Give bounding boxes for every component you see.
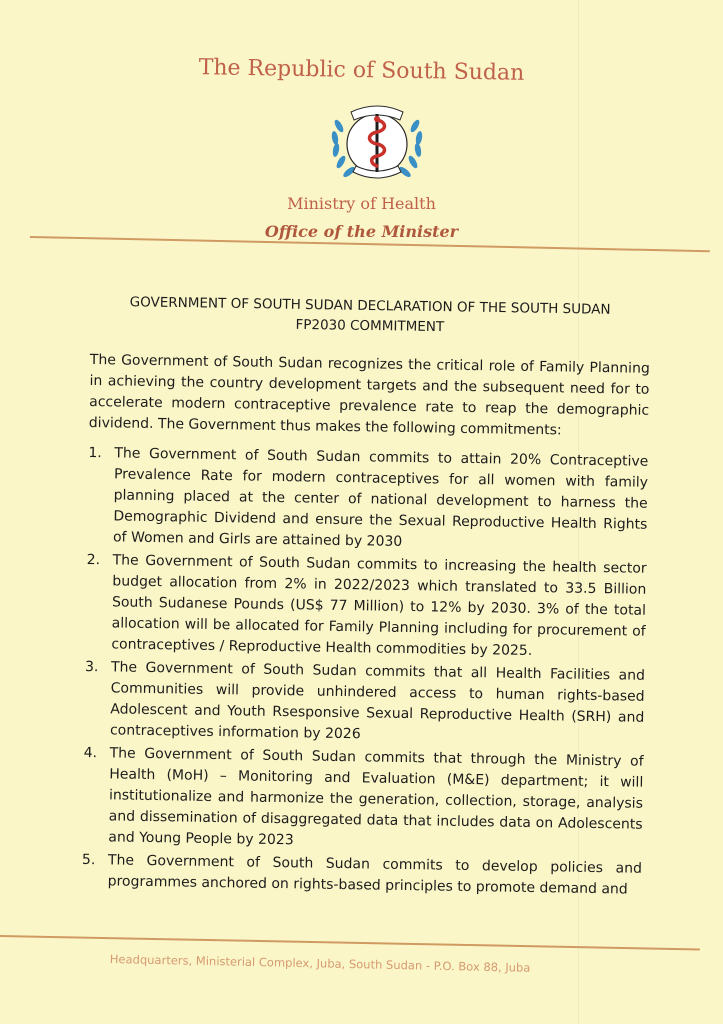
list-item-text: The Government of South Sudan commits that through the Ministry of Health (MoH) – Monitoring and Evaluation (M&E) department; it will institutionalize and harmonize the generation, collection, storage, analysis and dissemination of disaggregated data that includes data on Adolescents and Young People by 2023 bbox=[108, 745, 644, 849]
list-item-number: 4. bbox=[83, 744, 98, 762]
document-title bbox=[100, 292, 641, 340]
ministry-name: Ministry of Health bbox=[287, 194, 436, 213]
republic-heading: The Republic of South Sudan bbox=[198, 55, 525, 86]
ministry-emblem-icon bbox=[327, 92, 427, 192]
office-name: Office of the Minister bbox=[264, 222, 459, 241]
footer-divider bbox=[0, 935, 700, 950]
list-item bbox=[84, 657, 645, 750]
list-item bbox=[82, 743, 644, 857]
list-item bbox=[87, 443, 649, 557]
list-item-number: 2. bbox=[86, 551, 101, 569]
list-item-text: The Government of South Sudan commits to attain 20% Contraceptive Prevalence Rate for modern contraceptives for all women with family planning placed at the center of national development to harness the Demographic Dividend and ensure the Sexual Reproductive Health Rights of Women and Girls are attained by 2030 bbox=[112, 445, 649, 550]
footer-address: Headquarters, Ministerial Complex, Juba, South Sudan - P.O. Box 88, Juba bbox=[109, 952, 531, 975]
list-item-number: 5. bbox=[81, 851, 96, 869]
list-item-text: The Government of South Sudan commits to develop policies and programmes anchored on rights-based principles to promote demand and bbox=[107, 852, 643, 898]
commitments-list bbox=[81, 443, 648, 901]
intro-paragraph: The Government of South Sudan recognizes the critical role of Family Planning in achieving the country development targets and the subsequent need for to accelerate modern contraceptive prevalence rate to reap the demographic dividend. The Government thus makes the following commitments: bbox=[88, 351, 650, 439]
list-item-text: The Government of South Sudan commits to increasing the health sector budget allocation from 2% in 2022/2023 which translated to 33.5 Billion South Sudanese Pounds (US$ 77 Million) to 12% by 2030. 3% of the total allocation will be allocated for Family Planning including for procurement of contraceptives / Reproductive Health commodities by 2025. bbox=[111, 552, 647, 659]
list-item-number: 3. bbox=[84, 658, 99, 676]
list-item-number: 1. bbox=[88, 444, 102, 462]
list-item bbox=[81, 850, 642, 901]
list-item bbox=[85, 550, 647, 664]
document-body bbox=[81, 350, 649, 903]
list-item-text: The Government of South Sudan commits that all Health Facilities and Communities will provide unhindered access to human rights-based Adolescent and Youth Rsesponsive Sexual Reproductive Health (SRH) and contraceptives information by 2026 bbox=[109, 659, 646, 743]
title-line-2: FP2030 COMMITMENT bbox=[295, 316, 445, 336]
title-line-1: GOVERNMENT OF SOUTH SUDAN DECLARATION OF THE SOUTH SUDAN bbox=[129, 294, 611, 318]
